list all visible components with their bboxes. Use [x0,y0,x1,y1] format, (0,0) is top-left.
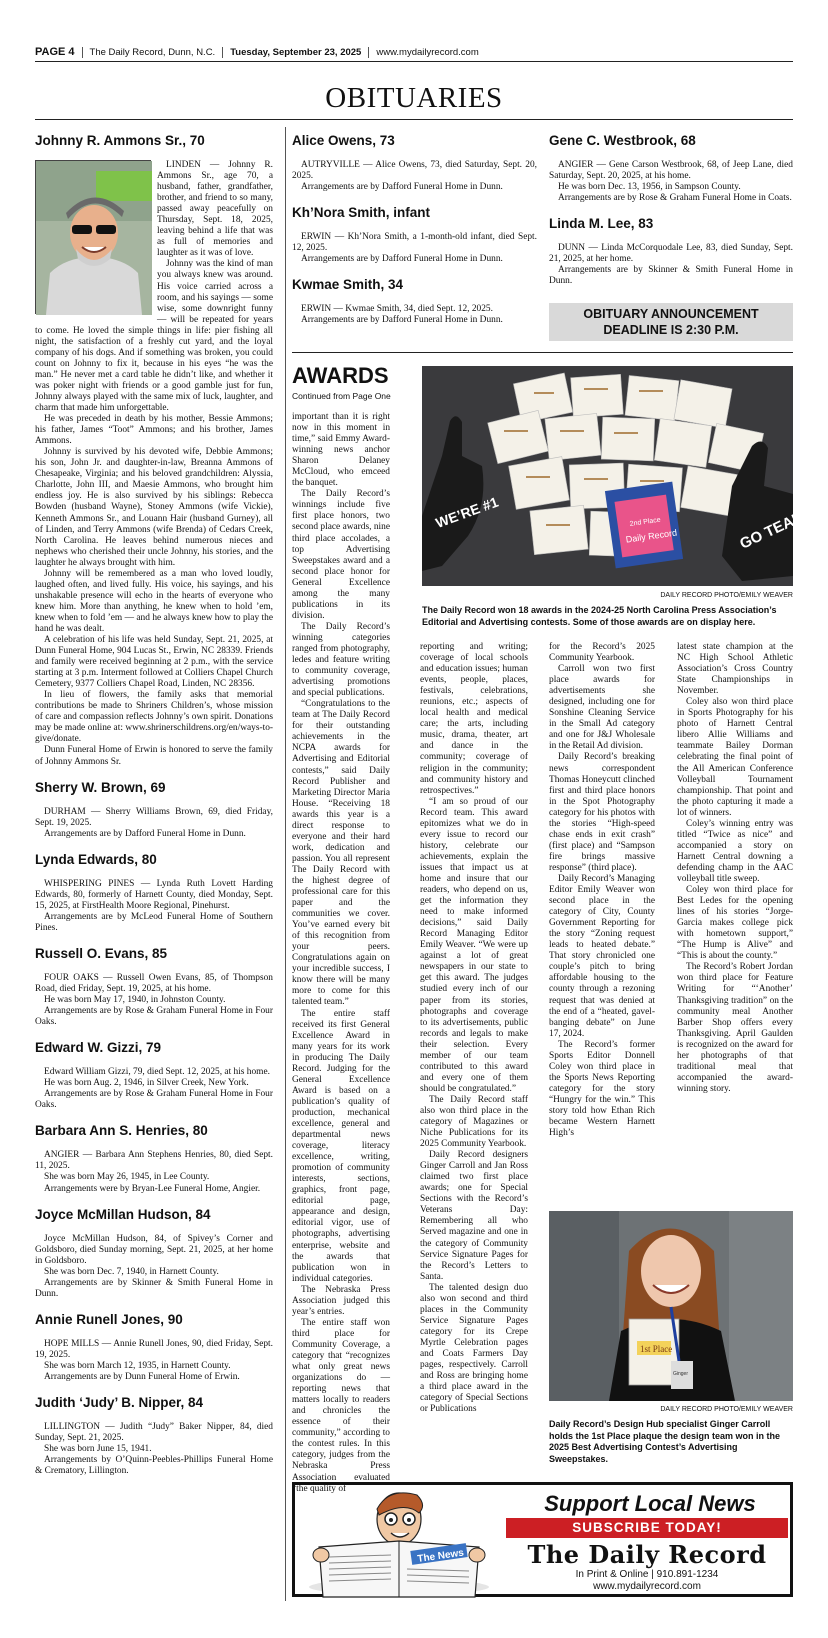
portrait-image [36,161,152,315]
article-paragraph: important than it is right now in this moment in time,” said Emmy Award-winning news anchor Sharon Delaney McCloud, who emceed the banquet. [292,412,390,489]
article-paragraph: The entire staff received its first General Excellence Award in many years for its work in producing The Daily Record. Judging for the General Excellence Award is based on a publication’s quality of production, mechanical excellence, general and departmental news coverage, literacy excellence, writing, promotion of community interests, sections, graphics, front page, editorial page, appearance and design, editorial vigor, use of photographs, advertising enterprise, website and the awards that publication won in individual categories. [292,1008,390,1284]
obituary-paragraph: LINDEN — Johnny R. Ammons Sr., age 70, a husband, father, grandfather, brother, and friend to so many, passed away peacefully on Thursday, Sept. 18, 2025, leaving behind a life that was as full of memories and laughter as it was of love. [157,160,273,259]
obituary-paragraph: HOPE MILLS — Annie Runell Jones, 90, died Friday, Sept. 19, 2025. [35,1338,273,1360]
paper-name: The Daily Record, Dunn, N.C. [89,46,216,58]
obituary-paragraph: He was preceded in death by his mother, Bessie Ammons; his father, James “Toot” Ammons; and his brother, James Ammons. [35,414,273,447]
deadline-notice [549,303,793,341]
obituary-paragraph: Arrangements are by Rose & Graham Funeral Home in Four Oaks. [35,1006,273,1028]
subscribe-button[interactable]: SUBSCRIBE TODAY! [506,1518,788,1538]
obituary-paragraph: DURHAM — Sherry Williams Brown, 69, died Friday, Sept. 19, 2025. [35,806,273,828]
obituary-paragraph: She was born June 15, 1941. [44,1444,152,1455]
obituary-paragraph: She was born May 26, 1945, in Lee County. [44,1172,210,1183]
obituary-edward-gizzi [35,1040,273,1111]
obituary-paragraph: A celebration of his life was held Sunday, Sept. 21, 2025, at Dunn Funeral Home, 904 Lucas St., Erwin, NC 28339. Friends and family were received beginning at 2 p.m., with the service starting at 3 p.m. Interment followed at Colliers Chapel Church Cemetery, 9377 Colliers Chapel Road, Linden, NC 28356. [35,635,273,690]
ad-website-link[interactable]: www.mydailyrecord.com [593,1581,701,1592]
article-paragraph: Daily Record’s Managing Editor Emily Weaver won second place in the category of City, County Government Reporting for the story “Zoning request leads to heated debate.” That story chronicled one couple’s pitch to bring affordable housing to the county through a rezoning request that was denied at the end of a “heated, gavel-banging debate” on June 17, 2024. [549,873,655,1039]
article-paragraph: The Nebraska Press Association judged this year’s entries. [292,1284,390,1317]
obituary-lynda-edwards [35,852,273,934]
photo-credit: DAILY RECORD PHOTO/EMILY WEAVER [660,1406,793,1413]
column-divider [285,127,286,1601]
ginger-carroll-photo [549,1211,793,1401]
article-paragraph: The Daily Record staff also won third place in the category of Magazines or Niche Publications for its 2025 Community Yearbook. [420,1094,528,1150]
obituary-name: Johnny R. Ammons Sr., 70 [35,133,205,148]
obituary-barbara-henries [35,1123,273,1194]
ginger-badge-label: Ginger [673,1371,689,1377]
obituary-kwmae-smith [292,277,537,326]
obituary-paragraph: ANGIER — Gene Carson Westbrook, 68, of Jeep Lane, died Saturday, Sept. 20, 2025, at his home. [549,160,793,182]
ad-paper-label: The News [416,1547,465,1565]
header-rule [35,61,793,62]
website-link[interactable]: www.mydailyrecord.com [376,46,479,58]
obituary-paragraph: LILLINGTON — Judith “Judy” Baker Nipper, 84, died Sunday, Sept. 21, 2025. [35,1422,273,1444]
obituary-paragraph: AUTRYVILLE — Alice Owens, 73, died Saturday, Sept. 20, 2025. [292,160,537,182]
obituary-paragraph: Dunn Funeral Home of Erwin is honored to serve the family of Johnny Ammons Sr. [35,745,273,767]
obituary-paragraph: He was born May 17, 1940, in Johnston County. [44,995,226,1006]
obituary-name: Barbara Ann S. Henries, 80 [35,1123,208,1139]
article-paragraph: Carroll won two first place awards for advertisements she designed, including one for Sonshine Cleaning Service in the Small Ad category and one for J&J Wholesale in the Retail Ad division. [549,664,655,752]
johnny-ammons-photo [35,160,151,314]
obituary-joyce-hudson [35,1207,273,1300]
plaque-name-label: Daily Record [625,527,678,545]
article-paragraph: The talented design duo also won second and third places in the Community Service Signature Pages category for its Crepe Myrtle Celebration pages and Coats Farmers Day pages, respectively. Carroll and Ross are bringing home a third place award in the category of Special Sections or Publications [420,1282,528,1415]
obituary-paragraph: Arrangements are by Rose & Graham Funeral Home in Four Oaks. [35,1089,273,1111]
ad-headline: Support Local News [544,1491,756,1516]
obituary-paragraph: She was born March 12, 1935, in Harnett County. [44,1360,231,1371]
obituary-johnny-ammons [35,133,273,768]
article-paragraph: Coley’s winning entry was titled “Twice as nice” and accompanied a story on Harnett Central downing a defending champ in the AAC volleyball title sweep. [677,818,793,884]
obituary-column-2 [292,133,537,338]
newspaper-reader-illustration [299,1487,499,1597]
article-paragraph: The Record’s Robert Jordan won third place for Feature Writing for “‘Another’ Thanksgiving tradition” on the community meal Another Barber Shop offers every Thanksgiving. April Gaulden is recognized on the award for her photographs of that traditional meal that accompanied the award-winning story. [677,962,793,1094]
article-paragraph: “I am so proud of our Record team. This award epitomizes what we do in every issue to record our history, celebrate our achievements, explain the issues that impact us at home and insure that our readers, who depend on us, get the information they need to make informed decisions,” said Daily Record Managing Editor Emily Weaver. “We were up against a lot of great newspapers in our state to get this award. The judges studied every inch of our paper from its stories, photographs and coverage to its advertisements, public records and legals to make their selection. Every member of our team contributed to this award and every one of them should be congratulated.” [420,796,528,1094]
photo-caption: The Daily Record won 18 awards in the 2024-25 North Carolina Press Association’s Editorial and Advertising contests. Some of those awards are on display here. [422,605,777,627]
article-paragraph: Coley won third place for Best Ledes for the opening lines of his stories “Jorge-Garcia makes college pick with hometown support,” “The Hump is Alive” and “This is about the county.” [677,885,793,962]
obituary-paragraph: WHISPERING PINES — Lynda Ruth Lovett Harding Edwards, 80, formerly of Harnett County, died Monday, Sept. 15, 2025, at FirstHealth Moore Regional, Pinehurst. [35,878,273,911]
obituary-paragraph: He was born Aug. 2, 1946, in Silver Creek, New York. [44,1078,249,1089]
obituary-alice-owens [292,133,537,193]
obituary-name: Sherry W. Brown, 69 [35,779,166,795]
deadline-line-2: DEADLINE IS 2:30 P.M. [603,323,739,337]
obituary-khnora-smith [292,205,537,265]
obituary-paragraph: He was born Dec. 13, 1956, in Sampson County. [558,182,741,193]
obituary-name: Kwmae Smith, 34 [292,277,404,293]
obituary-paragraph: Arrangements are by Dafford Funeral Home in Dunn. [301,254,503,265]
obituary-paragraph: Johnny is survived by his devoted wife, Debbie Ammons; his son, John Jr. and daughter-in-law, Breanna Ammons of Chesapeake, Virginia; and his beloved grandchildren: Alyssia, Charlotte, John III, and Maesie Ammons, who brought him endless joy. He is also survived by his siblings: Rebecca Bowden (husband Wayne), Stoney Ammons (wife Vickie), Kenneth Ammons Sr., and Louann Hair (husband Gurney), all of Linden, and Terry Ammons (wife Brenda) of Cedars Creek, North Carolina. He leaves behind numerous nieces and nephews who cherished their uncle Johnny, his stories, and the laughter he always brought with him. [35,447,273,568]
plaque-place-label: 2nd Place [629,516,662,528]
obituary-paragraph: DUNN — Linda McCorquodale Lee, 83, died Sunday, Sept. 21, 2025, at her home. [549,243,793,265]
article-paragraph: reporting and writing; coverage of local schools and education issues; human events, people, places, festivals, celebrations, reunions, etc.; aspects of local health and medical care; the arts, including music, drama, theater, art and dance in the community; coverage of religion in the community; and community history and retrospectives.” [420,642,528,796]
obituary-paragraph: Johnny was the kind of man you always knew was around. His voice carried across a room, and his sayings — some wise, some downright funny — will be repeated for years to come. He loved the simple things in life: pier fishing all night, the satisfaction of a freshly cut yard, and the loyal company of his dogs. And if something was broken, you could count on Johnny to fix it, because in his eyes “he was the man.” He never met a card table he didn’t like, and whether it was poker night with friends or a good gamble just for fun, Johnny always played with the same mix of luck, laughter, and charm that made him unforgettable. [35,259,273,414]
awards-photo [422,366,813,586]
obituary-paragraph: Joyce McMillan Hudson, 84, of Spivey’s Corner and Goldsboro, died Sunday morning, Sept. 21, 2025, at her home in Goldsboro. [35,1233,273,1266]
obituary-paragraph: Arrangements are by Dunn Funeral Home of Erwin. [44,1371,240,1382]
obituary-paragraph: Arrangements are by Dafford Funeral Home in Dunn. [301,182,503,193]
obituary-name: Annie Runell Jones, 90 [35,1311,183,1327]
obituary-paragraph: ANGIER — Barbara Ann Stephens Henries, 80, died Sept. 11, 2025. [35,1150,273,1172]
header-divider [82,47,83,58]
obituary-paragraph: In lieu of flowers, the family asks that memorial contributions be made to Shriners Children’s, whose mission of care and compassion reflects Johnny’s own spirit. Donations may be made online at: www.shrinerschildrens.org/en/ways-to-give/donate. [35,690,273,745]
obituary-paragraph: Arrangements are by Skinner & Smith Funeral Home in Dunn. [549,265,793,287]
obituary-column-3 [549,133,793,299]
obituary-russell-evans [35,946,273,1028]
obituary-paragraph: ERWIN — Kwmae Smith, 34, died Sept. 12, 2025. [301,304,493,315]
awards-column-1 [292,412,390,1495]
obituary-name: Linda M. Lee, 83 [549,216,654,232]
awards-rule [292,352,793,353]
article-paragraph: for the Record’s 2025 Community Yearbook. [549,642,655,664]
obituary-paragraph: Arrangements are by Dafford Funeral Home in Dunn. [44,828,246,839]
obituary-gene-westbrook [549,133,793,204]
ad-brand-name: The Daily Record [527,1540,767,1569]
title-rule [35,119,793,120]
deadline-line-1: OBITUARY ANNOUNCEMENT [583,307,759,321]
obituary-paragraph: Edward William Gizzi, 79, died Sept. 12, 2025, at his home. [44,1067,270,1078]
obituary-column-1 [35,133,273,1489]
page-header [35,42,793,62]
obituary-name: Gene C. Westbrook, 68 [549,133,696,148]
foam-hand-left-label: WE’RE #1 [433,493,501,531]
obituary-name: Joyce McMillan Hudson, 84 [35,1206,211,1222]
photo-caption: Daily Record’s Design Hub specialist Ginger Carroll holds the 1st Place plaque the design team won in the 2025 Best Advertising Contest’s Advertising Sweepstakes. [549,1419,781,1464]
header-divider [368,47,369,58]
obituary-paragraph: ERWIN — Kh’Nora Smith, a 1-month-old infant, died Sept. 12, 2025. [292,232,537,254]
obituary-name: Edward W. Gizzi, 79 [35,1040,162,1056]
photo-credit: DAILY RECORD PHOTO/EMILY WEAVER [660,592,793,599]
subscription-ad[interactable] [292,1482,793,1597]
obituary-name: Judith ‘Judy’ B. Nipper, 84 [35,1395,204,1411]
obituary-paragraph: Arrangements by O’Quinn-Peebles-Phillips Funeral Home & Crematory, Lillington. [35,1455,273,1477]
ad-contact: In Print & Online | 910.891-1234 [575,1569,719,1580]
awards-display-image [422,366,813,586]
article-paragraph: latest state champion at the NC High School Athletic Association’s Cross Country State Championships in November. [677,642,793,697]
obituary-paragraph: Arrangements are by Rose & Graham Funeral Home in Coats. [558,193,792,204]
obituary-paragraph: She was born Dec. 7, 1940, in Harnett County. [44,1266,219,1277]
obituary-name: Lynda Edwards, 80 [35,851,157,867]
article-paragraph: Coley also won third place in Sports Photography for his photo of Harnett Central libero Allie Williams and teammate Bailey Dorman celebrating the final point of the All American Conference Volleyball Tournament championship. That point and the photo capturing it made a lot of winners. [677,697,793,818]
obituary-paragraph: Arrangements were by Bryan-Lee Funeral Home, Angier. [44,1183,261,1194]
article-paragraph: Daily Record’s breaking news correspondent Thomas Honeycutt clinched first and third place honors in the Spot Photography category for his photos with the stories “High-speed chase ends in exit crash” (first place) and “Sampson fire brings massive response” (third place). [549,752,655,873]
obituary-name: Kh’Nora Smith, infant [292,205,430,221]
continued-line: Continued from Page One [292,391,391,401]
article-paragraph: The Record’s former Sports Editor Donnell Coley won third place in the Sports News Reporting category for the story “Hungry for the win.” This story told how Ethan Rich became Western Harnett High’s [549,1039,655,1139]
article-paragraph: Daily Record designers Ginger Carroll and Jan Ross claimed two first place awards; one for Special Sections with the Record’s Veterans Day: Remembering all who Served magazine and one in the category of Community Service Signature Pages for the Record’s Letters to Santa. [420,1150,528,1282]
header-divider [222,47,223,58]
article-paragraph: “Congratulations to the team at The Daily Record for their outstanding achievements in the NCPA awards for Advertising and Editorial contests,” said Daily Record Publisher and Marketing Director Maria House. “Receiving 18 awards this year is a direct response to everyone and their hard work, dedication and passion. You all represent The Daily Record with the highest degree of professional care for this paper and the communities we cover. You’ve earned every bit of this recognition from your peers. Congratulations again on your incredible success, I know there will be many more to come for this talented team.” [292,699,390,1008]
awards-column-4 [677,642,793,1095]
page-number: PAGE 4 [35,46,75,58]
article-paragraph: The Daily Record’s winning categories ranged from photography, ledes and feature writing to community coverage, advertising promotions and special publications. [292,621,390,699]
obituary-name: Alice Owens, 73 [292,133,395,148]
awards-heading: AWARDS [292,363,389,388]
ginger-plaque-label: 1st Place [640,1344,673,1354]
obituary-linda-lee [549,216,793,287]
foam-hand-right-label: GO TEAM! [737,505,813,553]
obituary-paragraph: Arrangements are by Dafford Funeral Home in Dunn. [301,315,503,326]
obituary-sherry-brown [35,780,273,840]
article-paragraph: The Daily Record’s winnings include five first place honors, two second place awards, nine third place accolades, a top Advertising Sweepstakes award and a second place honor for General Excellence among the many publications in its division. [292,489,390,621]
obituary-paragraph: Arrangements are by McLeod Funeral Home of Southern Pines. [35,911,273,933]
obituary-paragraph: FOUR OAKS — Russell Owen Evans, 85, of Thompson Road, died Friday, Sept. 19, 2025, at his home. [35,972,273,994]
obituary-paragraph: Johnny will be remembered as a man who loved loudly, laughed often, and lived fully. His voice, his sayings, and his unshakable presence will echo in the hearts of everyone who knew him. More than anything, he knew when to hold ’em, knew when to fold ’em — and he always knew how to play the hand he was dealt. [35,568,273,634]
portrait-image [549,1211,793,1401]
obituary-paragraph: Arrangements are by Skinner & Smith Funeral Home in Dunn. [35,1277,273,1299]
awards-column-2 [420,642,528,1415]
article-paragraph: The entire staff won third place for Community Coverage, a category that “recognizes what only great news organizations do — reporting news that matters locally to readers and chronicles the essence of their community,” according to the contest rules. In this category, judges from the Nebraska Press Association evaluated “the quality of [292,1317,390,1494]
issue-date: Tuesday, September 23, 2025 [230,46,362,58]
obituary-name: Russell O. Evans, 85 [35,945,168,961]
awards-column-3 [549,642,655,1139]
obituary-judith-nipper [35,1395,273,1477]
section-title: OBITUARIES [325,82,503,114]
obituary-annie-jones [35,1312,273,1383]
